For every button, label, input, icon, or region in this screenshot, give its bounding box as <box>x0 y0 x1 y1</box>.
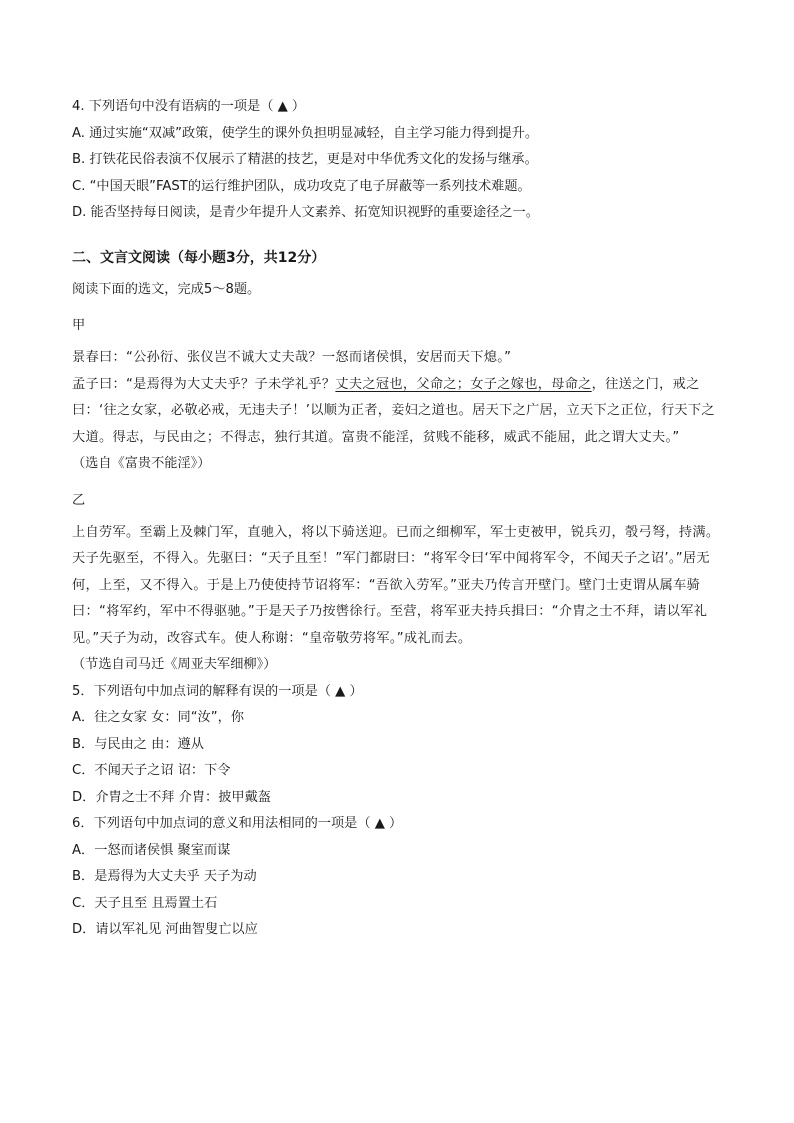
question-4-option-b: B. 打铁花民俗表演不仅展示了精湛的技艺，更是对中华优秀文化的发扬与继承。 <box>72 152 538 167</box>
question-5-option-b: B．与民由之 由：遵从 <box>72 736 204 752</box>
passage-jia-text: 孟子曰：“是焉得为大丈夫乎？子未学礼乎？ <box>72 376 336 392</box>
passage-jia-text-continued: ，往送之门，戒之曰：‘往之女家，必敬必戒，无违夫子！’以顺为正者，妾妇之道也。居天下之广居，立天下之正位，行天下之大道。得志，与民由之；不得志，独行其道。富贵不能淫，贫贱不能移，威武不能屈，此之谓大丈夫。” <box>72 376 715 445</box>
passage-yi-text: 上自劳军。至霸上及棘门军，直驰入，将以下骑送迎。已而之细柳军，军士吏被甲，锐兵刃，彀弓弩，持满。天子先驱至，不得入。先驱曰：“天子且至！”军门都尉曰：“将军令曰‘军中闻将军令，不闻天子之诏’。”居无何，上至，又不得入。于是上乃使使持节诏将军：“吾欲入劳军。”亚夫乃传言开壁门。壁门士吏谓从属车骑曰：“将军约，军中不得驱驰。”于是天子乃按辔徐行。至营，将军亚夫持兵揖曰：“介胄之士不拜，请以军礼见。”天子为动，改容式车。使人称谢：“皇帝敬劳将军。”成礼而去。 <box>72 524 720 646</box>
passage-jia-paragraph-2 <box>72 372 722 452</box>
question-6-option-c: C．天子且至 且焉置土石 <box>72 895 218 911</box>
question-6-option-a: A．一怒而诸侯惧 聚室而谋 <box>72 842 231 858</box>
passage-yi-source: （节选自司马迁《周亚夫军细柳》） <box>72 657 277 672</box>
question-4-option-d: D. 能否坚持每日阅读，是青少年提升人文素养、拓宽知识视野的重要途径之一。 <box>72 205 539 220</box>
passage-yi-label: 乙 <box>72 492 86 508</box>
section-2-instruction: 阅读下面的选文，完成5～8题。 <box>72 281 261 297</box>
question-5-stem: 5．下列语句中加点词的解释有误的一项是（ ▲ ） <box>72 683 363 699</box>
question-6-stem: 6．下列语句中加点词的意义和用法相同的一项是（ ▲ ） <box>72 816 403 831</box>
passage-jia-label: 甲 <box>72 318 86 333</box>
exam-page <box>72 94 722 944</box>
question-5-option-c: C．不闻天子之诏 诏：下令 <box>72 763 231 778</box>
question-5 <box>72 679 722 812</box>
question-4-option-a: A. 通过实施“双减”政策，使学生的课外负担明显减轻，自主学习能力得到提升。 <box>72 125 539 141</box>
passage-jia-line-1: 景春曰：“公孙衍、张仪岂不诚大丈夫哉？一怒而诸侯惧，安居而天下熄。” <box>72 350 512 365</box>
question-6-option-d: D．请以军礼见 河曲智叟亡以应 <box>72 922 258 937</box>
question-6-option-b: B．是焉得为大丈夫乎 天子为动 <box>72 869 257 884</box>
question-6 <box>72 811 722 944</box>
question-4-stem: 4. 下列语句中没有语病的一项是（ ▲ ） <box>72 99 306 114</box>
section-2-title: 二、文言文阅读（每小题3分，共12分） <box>72 249 326 266</box>
question-4-option-c: C. “中国天眼”FAST的运行维护团队，成功攻克了电子屏蔽等一系列技术难题。 <box>72 178 531 194</box>
underlined-sentence: 丈夫之冠也，父命之；女子之嫁也，母命之 <box>335 376 592 392</box>
question-5-option-a: A．往之女家 女：同“汝”，你 <box>72 710 244 725</box>
question-5-option-d: D．介胄之士不拜 介胄：披甲戴盔 <box>72 789 271 805</box>
question-4 <box>72 94 722 227</box>
passage-jia-source: （选自《富贵不能淫》） <box>72 456 211 471</box>
